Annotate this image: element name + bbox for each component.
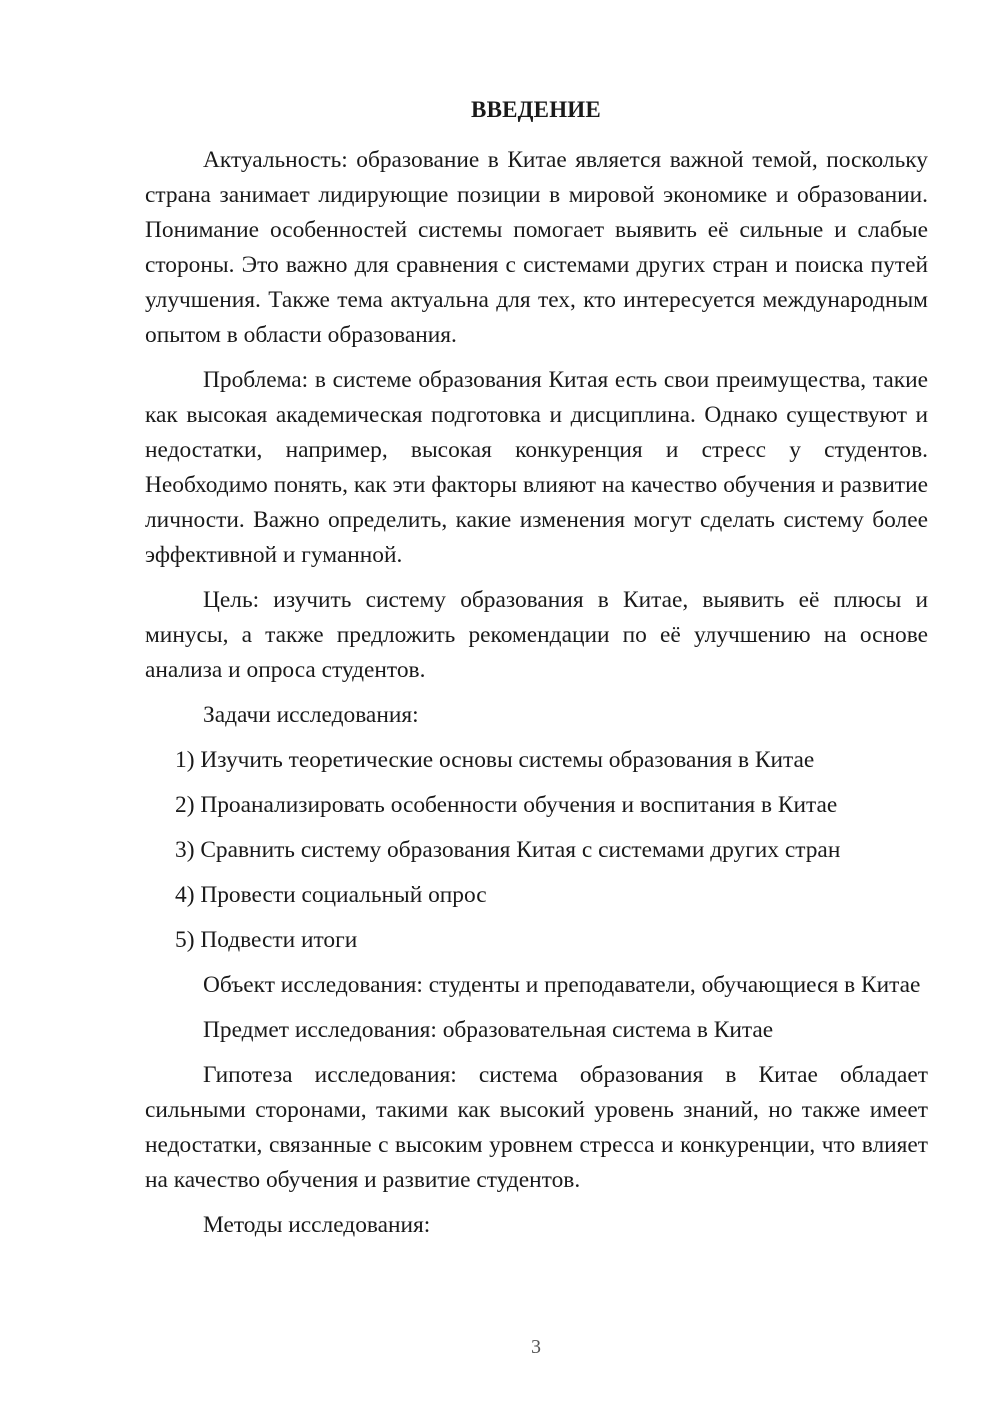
paragraph-object: Объект исследования: студенты и преподаватели, обучающиеся в Китае: [203, 972, 921, 998]
paragraph-hypothesis: Гипотеза исследования: система образования в Китае обладает сильными сторонами, такими как высокий уровень знаний, но также имеет недостатки, связанные с высоким уровнем стресса и конкуренции, что влияет на качество обучения и развитие студентов.: [145, 1062, 928, 1193]
list-item: 3) Сравнить систему образования Китая с системами других стран: [175, 837, 841, 863]
tasks-list: [145, 743, 928, 958]
list-item: 5) Подвести итоги: [175, 927, 358, 953]
paragraph-relevance: Актуальность: образование в Китае является важной темой, поскольку страна занимает лидирующие позиции в мировой экономике и образовании. Понимание особенностей системы помогает выявить её сильные и слабые стороны. Это важно для сравнения с системами других стран и поиска путей улучшения. Также тема актуальна для тех, кто интересуется международным опытом в области образования.: [145, 147, 928, 348]
section-heading: ВВЕДЕНИЕ: [471, 97, 601, 122]
paragraph-tasks-intro: Задачи исследования:: [203, 702, 419, 728]
list-item: 4) Провести социальный опрос: [175, 882, 487, 908]
paragraph-methods: Методы исследования:: [203, 1212, 431, 1238]
paragraph-goal: Цель: изучить систему образования в Китае, выявить её плюсы и минусы, а также предложить рекомендации по её улучшению на основе анализа и опроса студентов.: [145, 587, 928, 683]
section-body: [145, 143, 928, 1253]
paragraph-problem: Проблема: в системе образования Китая есть свои преимущества, такие как высокая академическая подготовка и дисциплина. Однако существуют и недостатки, например, высокая конкуренция и стресс у студентов. Необходимо понять, как эти факторы влияют на качество обучения и развитие личности. Важно определить, какие изменения могут сделать систему более эффективной и гуманной.: [145, 367, 928, 568]
page-number: 3: [531, 1336, 541, 1358]
list-item: 1) Изучить теоретические основы системы образования в Китае: [175, 747, 815, 773]
paragraph-subject: Предмет исследования: образовательная система в Китае: [203, 1017, 774, 1043]
list-item: 2) Проанализировать особенности обучения и воспитания в Китае: [175, 792, 838, 818]
